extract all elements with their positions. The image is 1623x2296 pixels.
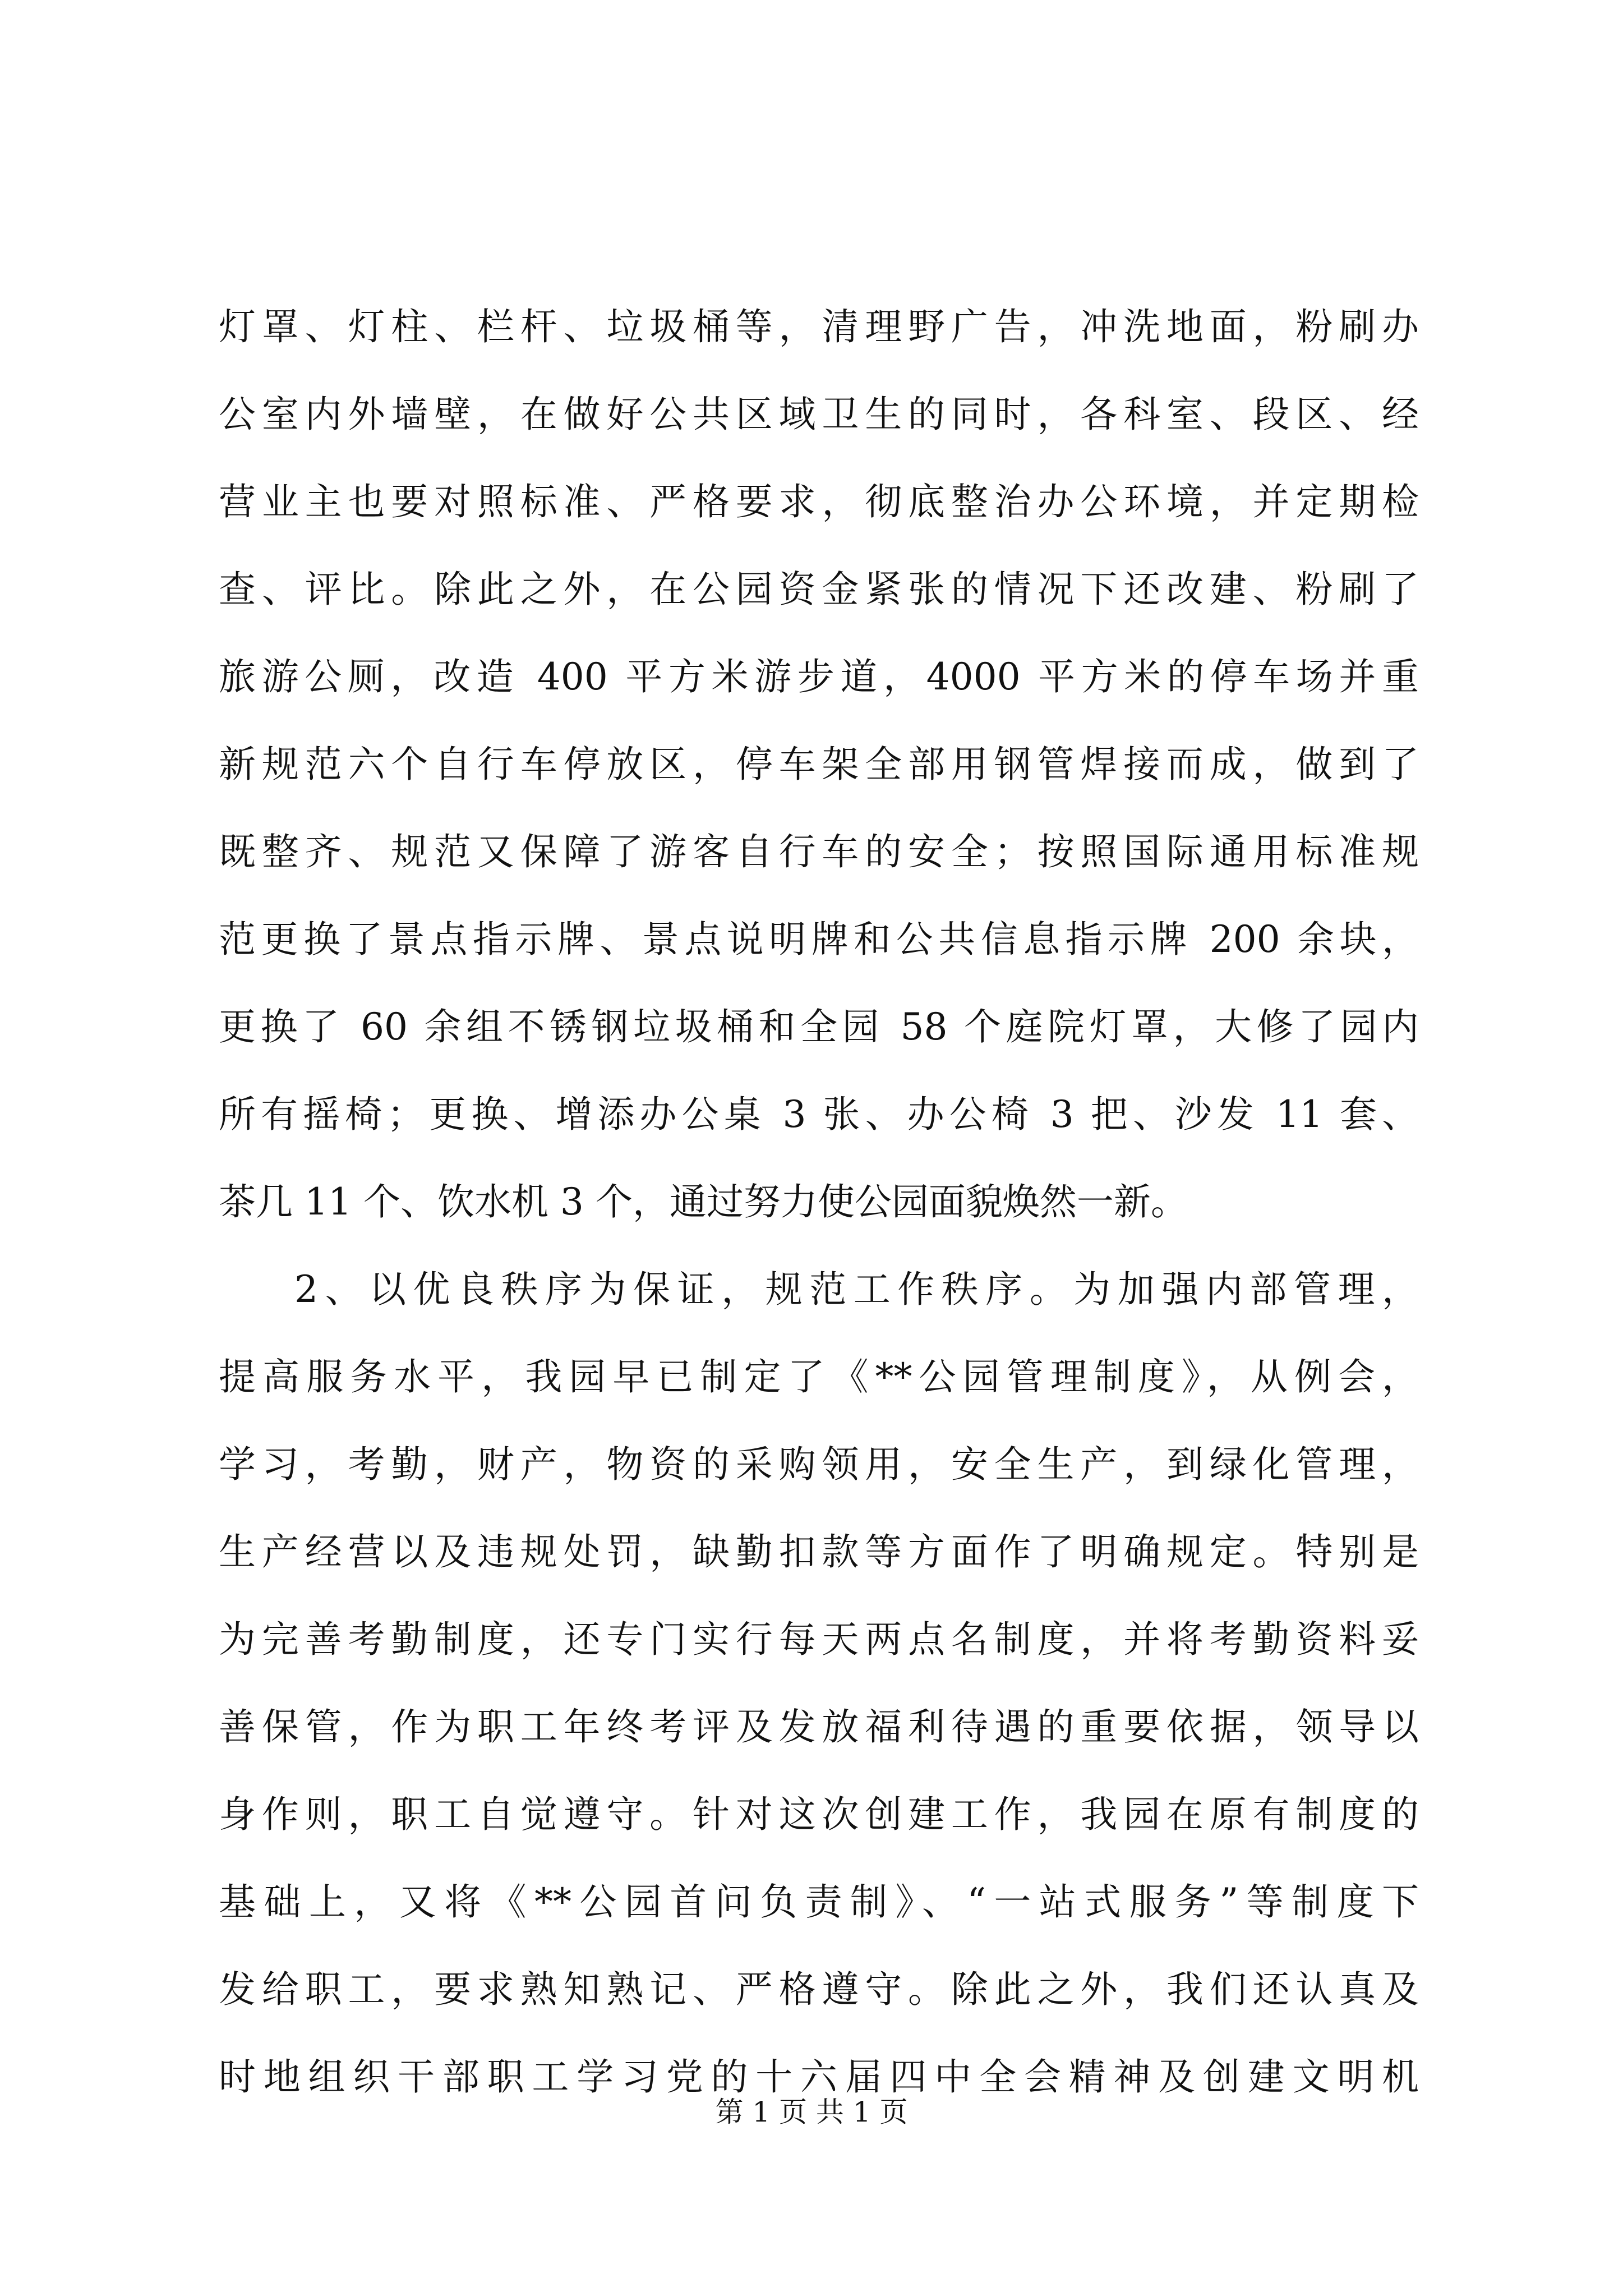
text-line: 更换了 60 余组不锈钢垃圾桶和全园 58 个庭院灯罩，大修了园内 xyxy=(219,1005,1419,1048)
text-line: 发给职工，要求熟知熟记、严格遵守。除此之外，我们还认真及 xyxy=(219,1968,1419,2011)
text-line: 提高服务水平，我园早已制定了《**公园管理制度》，从例会， xyxy=(219,1355,1419,1398)
text-line: 所有摇椅；更换、增添办公桌 3 张、办公椅 3 把、沙发 11 套、 xyxy=(219,1093,1419,1136)
text-line: 灯罩、灯柱、栏杆、垃圾桶等，清理野广告，冲洗地面，粉刷办 xyxy=(219,305,1419,348)
text-line: 新规范六个自行车停放区，停车架全部用钢管焊接而成，做到了 xyxy=(219,743,1419,786)
text-line: 为完善考勤制度，还专门实行每天两点名制度，并将考勤资料妥 xyxy=(219,1618,1419,1661)
text-line: 茶几 11 个、饮水机 3 个，通过努力使公园面貌焕然一新。 xyxy=(219,1180,1188,1223)
text-line: 查、评比。除此之外，在公园资金紧张的情况下还改建、粉刷了 xyxy=(219,568,1419,611)
text-line: 营业主也要对照标准、严格要求，彻底整治办公环境，并定期检 xyxy=(219,480,1419,523)
text-line: 2、以优良秩序为保证，规范工作秩序。为加强内部管理， xyxy=(294,1268,1419,1311)
text-line: 善保管，作为职工年终考评及发放福利待遇的重要依据，领导以 xyxy=(219,1705,1419,1749)
paragraph-1 xyxy=(219,283,1419,1246)
text-line: 身作则，职工自觉遵守。针对这次创建工作，我园在原有制度的 xyxy=(219,1793,1419,1836)
document-body xyxy=(219,283,1419,2121)
text-line: 公室内外墙壁，在做好公共区域卫生的同时，各科室、段区、经 xyxy=(219,393,1419,436)
paragraph-2 xyxy=(219,1246,1419,2121)
text-line: 学习，考勤，财产，物资的采购领用，安全生产，到绿化管理， xyxy=(219,1443,1419,1486)
text-line: 范更换了景点指示牌、景点说明牌和公共信息指示牌 200 余块， xyxy=(219,918,1419,961)
text-line: 生产经营以及违规处罚，缺勤扣款等方面作了明确规定。特别是 xyxy=(219,1530,1419,1573)
page-footer: 第 1 页 共 1 页 xyxy=(715,2096,908,2128)
text-line: 基础上，又将《**公园首问负责制》、“一站式服务”等制度下 xyxy=(219,1880,1419,1924)
text-line: 时地组织干部职工学习党的十六届四中全会精神及创建文明机 xyxy=(219,2055,1419,2099)
text-line: 旅游公厕，改造 400 平方米游步道，4000 平方米的停车场并重 xyxy=(219,655,1419,698)
text-line: 既整齐、规范又保障了游客自行车的安全；按照国际通用标准规 xyxy=(219,830,1419,873)
